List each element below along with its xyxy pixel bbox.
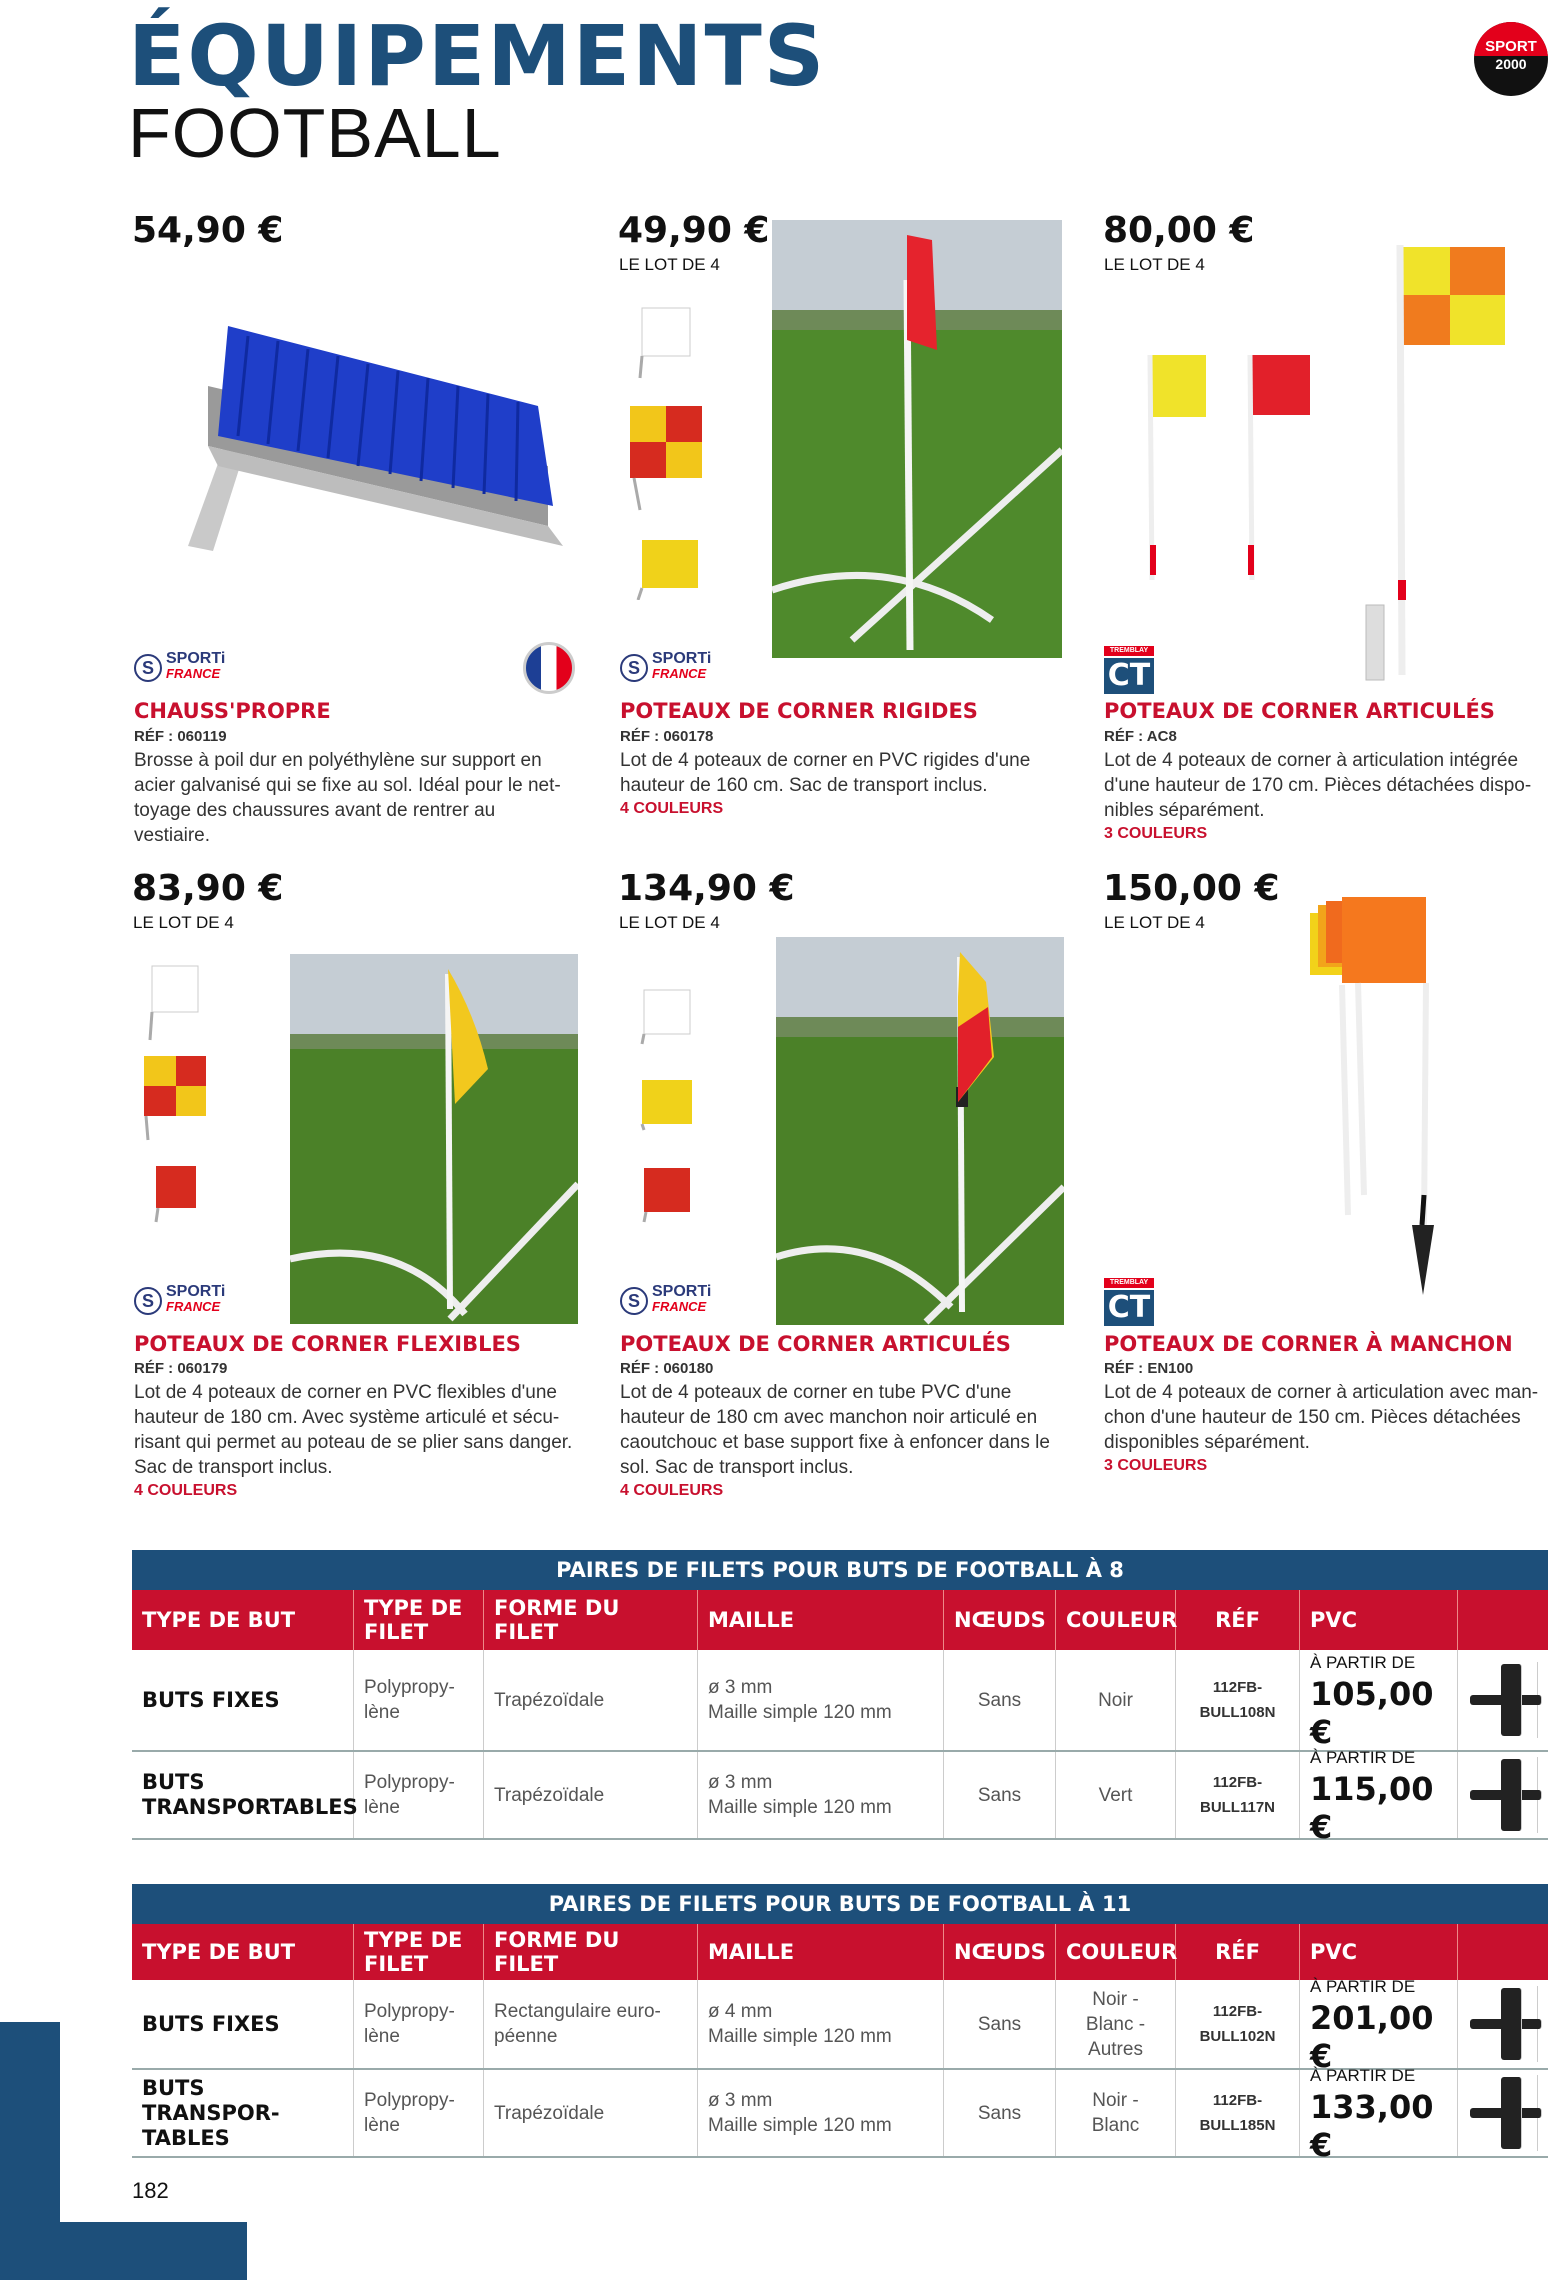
nets-table-11 [132, 1884, 1548, 2164]
product-ref: RÉF : EN100 [1104, 1360, 1194, 1377]
table-row: BUTS FIXES Polypropy-lène Trapézoïdale ø 3 mm Maille simple 120 mm Sans Noir 112FB-BULL108N À PARTIR DE 105,00 € [132, 1650, 1548, 1752]
table-header-row: TYPE DE BUT TYPE DE FILET FORME DU FILET MAILLE NŒUDS COULEUR RÉF PVC [132, 1590, 1548, 1650]
product-price: 80,00 € [1103, 210, 1255, 251]
product-lot: LE LOT DE 4 [1104, 913, 1205, 932]
product-name: POTEAUX DE CORNER FLEXIBLES [134, 1332, 521, 1356]
net-mesh-icon [1458, 1650, 1548, 1750]
sport2000-logo: SPORT 2000 [1474, 22, 1548, 96]
ct-tremblay-logo: TREMBLAY CT [1104, 646, 1154, 694]
product-description: Lot de 4 poteaux de corner en PVC rigides d'une hauteur de 160 cm. Sac de transport inclus. [620, 750, 1031, 796]
page-title: ÉQUIPEMENTS [128, 7, 827, 105]
product-ref: RÉF : 060179 [134, 1360, 228, 1377]
nets-table-8 [132, 1550, 1548, 1846]
product-description: Lot de 4 poteaux de corner en tube PVC d'une hauteur de 180 cm avec manchon noir articulé en caoutchouc et base support fixe à enfoncer dans le sol. Sac de transport inclus. [620, 1382, 1050, 1478]
table-title: PAIRES DE FILETS POUR BUTS DE FOOTBALL À 11 [132, 1884, 1548, 1924]
product-price: 134,90 € [618, 868, 795, 909]
corner-flag-articulated-photo [776, 937, 1064, 1325]
net-mesh-icon [1458, 1752, 1548, 1838]
boot-brush-image [168, 316, 578, 566]
table-title: PAIRES DE FILETS POUR BUTS DE FOOTBALL À 8 [132, 1550, 1548, 1590]
product-description: Brosse à poil dur en polyéthylène sur support en acier galvanisé qui se fixe au sol. Idéal pour le net-toyage des chaussures avant de rentrer au vestiaire. [134, 750, 561, 846]
articulated-corner-flags-image [1130, 235, 1540, 685]
footer-accent-bar [0, 2022, 60, 2280]
product-colors: 3 COULEURS [1104, 1457, 1208, 1474]
product-description: Lot de 4 poteaux de corner en PVC flexibles d'une hauteur de 180 cm. Avec système articulé et sécu-risant qui permet au poteau de se plier sans danger. Sac de transport inclus. [134, 1382, 573, 1478]
footer-accent-bar [60, 2222, 247, 2280]
product-lot: LE LOT DE 4 [133, 913, 234, 932]
flag-swatches-image [138, 960, 228, 1250]
net-mesh-icon [1458, 1980, 1548, 2068]
product-ref: RÉF : 060178 [620, 728, 714, 745]
product-name: CHAUSS'PROPRE [134, 699, 331, 723]
table-row: BUTS FIXES Polypropy-lène Rectangulaire euro-péenne ø 4 mm Maille simple 120 mm Sans Noir - Blanc - Autres 112FB-BULL102N À PARTIR DE 201,00 € [132, 1980, 1548, 2070]
product-ref: RÉF : 060180 [620, 1360, 714, 1377]
flag-swatches-image [630, 980, 720, 1240]
product-lot: LE LOT DE 4 [619, 255, 720, 274]
product-description: Lot de 4 poteaux de corner à articulation intégrée d'une hauteur de 170 cm. Pièces détachées dispo-nibles séparément. [1104, 750, 1532, 821]
sleeve-corner-flags-image [1300, 895, 1440, 1295]
product-ref: RÉF : AC8 [1104, 728, 1177, 745]
product-colors: 4 COULEURS [134, 1482, 238, 1499]
made-in-france-badge [523, 642, 575, 694]
product-price: 83,90 € [132, 868, 284, 909]
product-colors: 4 COULEURS [620, 800, 724, 817]
product-lot: LE LOT DE 4 [619, 913, 720, 932]
product-price: 49,90 € [618, 210, 770, 251]
corner-flag-rigid-photo [772, 220, 1062, 658]
product-price: 150,00 € [1103, 868, 1280, 909]
table-row: BUTS TRANSPOR-TABLES Polypropy-lène Trapézoïdale ø 3 mm Maille simple 120 mm Sans Noir - Blanc 112FB-BULL185N À PARTIR DE 133,00 € [132, 2070, 1548, 2158]
flag-swatches-image [620, 300, 720, 600]
product-name: POTEAUX DE CORNER ARTICULÉS [1104, 699, 1495, 723]
product-price: 54,90 € [132, 210, 284, 251]
product-name: POTEAUX DE CORNER RIGIDES [620, 699, 978, 723]
product-name: POTEAUX DE CORNER À MANCHON [1104, 1332, 1513, 1356]
product-ref: RÉF : 060119 [134, 728, 227, 745]
product-description: Lot de 4 poteaux de corner à articulation avec man-chon d'une hauteur de 150 cm. Pièces détachées disponibles séparément. [1104, 1382, 1539, 1453]
product-lot: LE LOT DE 4 [1104, 255, 1205, 274]
product-name: POTEAUX DE CORNER ARTICULÉS [620, 1332, 1011, 1356]
net-mesh-icon [1458, 2070, 1548, 2156]
page-number: 182 [132, 2178, 169, 2203]
corner-flag-flexible-photo [290, 954, 578, 1324]
product-colors: 4 COULEURS [620, 1482, 724, 1499]
ct-tremblay-logo: TREMBLAY CT [1104, 1278, 1154, 1326]
product-colors: 3 COULEURS [1104, 825, 1208, 842]
page-subtitle: FOOTBALL [128, 94, 502, 172]
table-header-row: TYPE DE BUT TYPE DE FILET FORME DU FILET MAILLE NŒUDS COULEUR RÉF PVC [132, 1924, 1548, 1980]
table-row: BUTS TRANSPORTABLES Polypropy-lène Trapézoïdale ø 3 mm Maille simple 120 mm Sans Vert 112FB-BULL117N À PARTIR DE 115,00 € [132, 1752, 1548, 1840]
